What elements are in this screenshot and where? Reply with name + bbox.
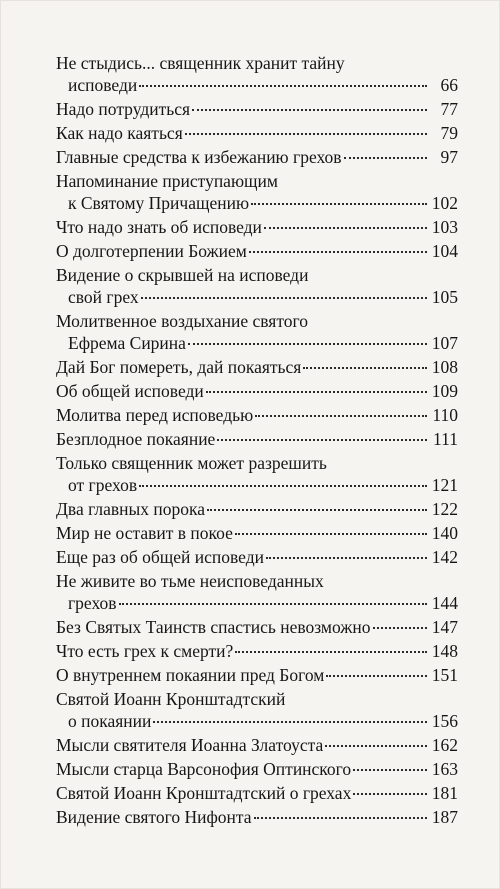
entry-title: Молитвенное воздыхание святого <box>56 311 308 331</box>
dot-leader <box>251 202 427 205</box>
page-number: 187 <box>431 807 458 827</box>
page-number: 140 <box>431 523 458 543</box>
entry-title-continued: свой грех <box>68 287 139 307</box>
dot-leader <box>353 768 427 771</box>
toc-entry <box>56 146 458 168</box>
entry-title: Без Святых Таинств спастись невозможно <box>56 617 371 637</box>
page-number: 122 <box>431 499 458 519</box>
dot-leader <box>185 132 427 135</box>
entry-title: Надо потрудиться <box>56 99 191 119</box>
entry-title: Святой Иоанн Кронштадтский <box>56 689 286 709</box>
toc-entry <box>56 734 458 756</box>
page-number: 105 <box>431 287 458 307</box>
entry-title: Об общей исповеди <box>56 381 204 401</box>
entry-title: Дай Бог помереть, дай покаяться <box>56 357 302 377</box>
toc-entry <box>56 546 458 568</box>
toc-entry <box>56 310 458 354</box>
dot-leader <box>373 626 428 629</box>
page-number: 79 <box>440 123 458 143</box>
page-number: 108 <box>431 357 458 377</box>
page-number: 97 <box>440 147 458 167</box>
page-number: 121 <box>431 475 458 495</box>
entry-title: Мысли старца Варсонофия Оптинского <box>56 759 352 779</box>
dot-leader <box>206 390 427 393</box>
dot-leader <box>139 484 427 487</box>
entry-title: Еще раз об общей исповеди <box>56 547 264 567</box>
toc-entry <box>56 380 458 402</box>
entry-title: Видение святого Нифонта <box>56 807 252 827</box>
dot-leader <box>139 84 427 87</box>
toc-entry <box>56 616 458 638</box>
entry-title: Только священник может разрешить <box>56 453 327 473</box>
entry-title-continued: исповеди <box>68 75 138 95</box>
dot-leader <box>141 296 427 299</box>
entry-title: Безплодное покаяние <box>56 429 216 449</box>
table-of-contents <box>56 52 458 830</box>
toc-entry <box>56 782 458 804</box>
dot-leader <box>153 720 427 723</box>
page-number: 102 <box>431 193 458 213</box>
page-number: 66 <box>440 75 458 95</box>
page-number: 103 <box>431 217 458 237</box>
entry-title: Главные средства к избежанию грехов <box>56 147 342 167</box>
toc-entry <box>56 522 458 544</box>
toc-entry <box>56 806 458 828</box>
toc-entry <box>56 640 458 662</box>
page-number: 147 <box>431 617 458 637</box>
dot-leader <box>235 650 427 653</box>
entry-title: Два главных порока <box>56 499 206 519</box>
dot-leader <box>217 438 427 441</box>
dot-leader <box>254 816 427 819</box>
page-number: 104 <box>431 241 458 261</box>
toc-entry <box>56 570 458 614</box>
entry-title: О долготерпении Божием <box>56 241 247 261</box>
toc-entry <box>56 452 458 496</box>
page-number: 163 <box>431 759 458 779</box>
toc-entry <box>56 240 458 262</box>
entry-title: Как надо каяться <box>56 123 183 143</box>
toc-entry <box>56 428 458 450</box>
page-number: 109 <box>431 381 458 401</box>
dot-leader <box>325 744 427 747</box>
entry-title: Не живите во тьме неисповеданных <box>56 571 324 591</box>
dot-leader <box>255 414 427 417</box>
toc-entry <box>56 758 458 780</box>
entry-title-continued: Ефрема Сирина <box>68 333 186 353</box>
entry-title: Напоминание приступающим <box>56 171 278 191</box>
dot-leader <box>249 250 427 253</box>
dot-leader <box>192 108 427 111</box>
toc-entry <box>56 170 458 214</box>
dot-leader <box>266 556 427 559</box>
entry-title: Святой Иоанн Кронштадтский о грехах <box>56 783 352 803</box>
toc-entry <box>56 264 458 308</box>
dot-leader <box>235 532 427 535</box>
page-number: 111 <box>433 429 458 449</box>
page-number: 110 <box>432 405 458 425</box>
entry-title: Молитва перед исповедью <box>56 405 254 425</box>
entry-title: Мир не оставит в покое <box>56 523 233 543</box>
page-number: 77 <box>440 99 458 119</box>
dot-leader <box>207 508 427 511</box>
entry-title: Что есть грех к смерти? <box>56 641 234 661</box>
toc-entry <box>56 688 458 732</box>
toc-entry <box>56 498 458 520</box>
page-number: 151 <box>431 665 458 685</box>
toc-entry <box>56 664 458 686</box>
toc-entry <box>56 52 458 96</box>
entry-title: Видение о скрывшей на исповеди <box>56 265 309 285</box>
dot-leader <box>119 602 427 605</box>
toc-entry <box>56 356 458 378</box>
entry-title-continued: к Святому Причащению <box>68 193 250 213</box>
entry-title: Что надо знать об исповеди <box>56 217 262 237</box>
toc-entry <box>56 216 458 238</box>
dot-leader <box>344 156 427 159</box>
page-number: 156 <box>431 711 458 731</box>
page-number: 162 <box>431 735 458 755</box>
dot-leader <box>303 366 427 369</box>
entry-title-continued: грехов <box>68 593 117 613</box>
toc-entry <box>56 404 458 426</box>
entry-title: Мысли святителя Иоанна Златоуста <box>56 735 324 755</box>
entry-title: Не стыдись... священник хранит тайну <box>56 53 345 73</box>
page-number: 148 <box>431 641 458 661</box>
dot-leader <box>353 792 427 795</box>
entry-title: О внутреннем покаянии пред Богом <box>56 665 325 685</box>
toc-entry <box>56 98 458 120</box>
dot-leader <box>188 342 427 345</box>
dot-leader <box>326 674 427 677</box>
page-number: 181 <box>431 783 458 803</box>
dot-leader <box>264 226 427 229</box>
page-number: 107 <box>431 333 458 353</box>
page-number: 144 <box>431 593 458 613</box>
entry-title-continued: о покаянии <box>68 711 152 731</box>
entry-title-continued: от грехов <box>68 475 138 495</box>
page-number: 142 <box>431 547 458 567</box>
toc-entry <box>56 122 458 144</box>
